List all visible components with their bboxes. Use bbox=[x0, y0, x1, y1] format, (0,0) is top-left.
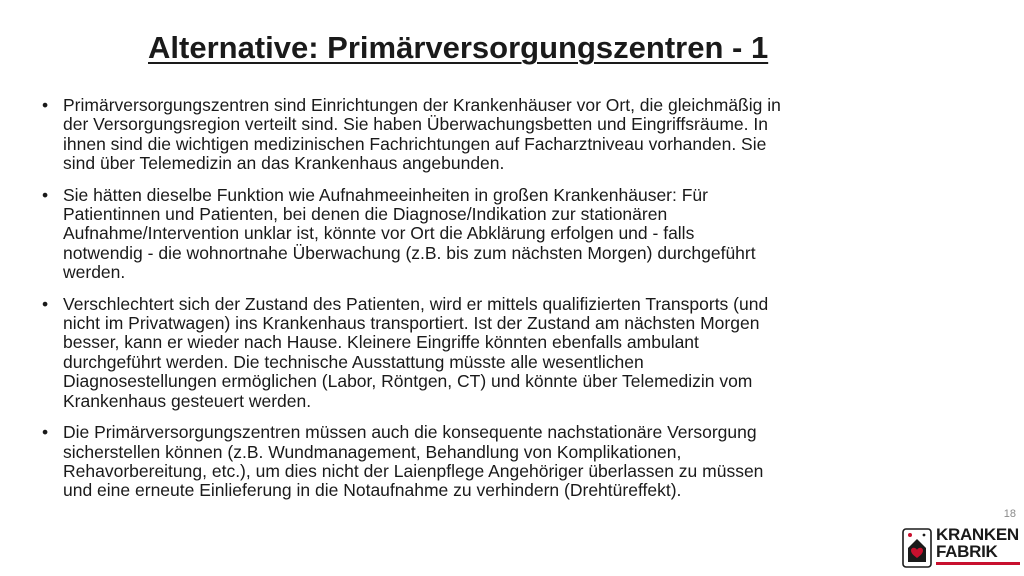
bullet-list bbox=[42, 96, 942, 513]
bullet-marker: • bbox=[42, 293, 49, 314]
logo-accent-bar bbox=[936, 562, 1020, 565]
page-number: 18 bbox=[1003, 508, 1016, 520]
bullet-text: Primärversorgungszentren sind Einrichtungen der Krankenhäuser vor Ort, die gleichmäßig in der Versorgungsregion verteilt sind. Sie haben Überwachungsbetten und Eingriffsräume. In ihnen sind die wichtigen medizinischen Fachrichtungen auf Facharztniveau vorhanden. Sie sind über Telemedizin an das Krankenhaus angebunden. bbox=[63, 95, 781, 174]
bullet-item bbox=[42, 186, 942, 283]
bullet-marker: • bbox=[42, 422, 49, 443]
bullet-marker: • bbox=[42, 184, 49, 205]
krankenfabrik-logo bbox=[902, 526, 1020, 570]
logo-text-line1: KRANKEN bbox=[936, 525, 1019, 544]
bullet-item bbox=[42, 295, 942, 411]
slide-title: Alternative: Primärversorgungszentren - 1 bbox=[148, 30, 769, 65]
logo-text-line2: FABRIK bbox=[936, 542, 998, 561]
bullet-text: Verschlechtert sich der Zustand des Patienten, wird er mittels qualifizierten Transports (und nicht im Privatwagen) ins Krankenhaus transportiert. Ist der Zustand am nächsten Morgen besser, kann er wieder nach Hause. Kleinere Eingriffe könnten ebenfalls ambulant durchgeführt werden. Die technische Ausstattung müsste alle wesentlichen Diagnosestellungen ermöglichen (Labor, Röntgen, CT) und könnte über Telemedizin vom Krankenhaus gesteuert werden. bbox=[63, 293, 769, 411]
bullet-text: Die Primärversorgungszentren müssen auch die konsequente nachstationäre Versorgung sicherstellen können (z.B. Wundmanagement, Behandlung von Komplikationen, Rehavorbereitung, etc.), um dies nicht der Laienpflege Angehöriger überlassen zu müssen und eine erneute Einlieferung in die Notaufnahme zu verhindern (Drehtüreffekt). bbox=[63, 422, 764, 501]
bullet-item bbox=[42, 96, 942, 174]
heart-house-icon bbox=[902, 528, 932, 568]
bullet-text: Sie hätten dieselbe Funktion wie Aufnahmeeinheiten in großen Krankenhäuser: Für Patientinnen und Patienten, bei denen die Diagnose/Indikation zur stationären Aufnahme/Intervention unklar ist, könnte vor Ort die Abklärung erfolgen und - falls notwendig - die wohnortnahe Überwachung (z.B. bis zum nächsten Morgen) durchgeführt werden. bbox=[63, 184, 756, 283]
bullet-item bbox=[42, 423, 942, 501]
bullet-marker: • bbox=[42, 95, 49, 115]
